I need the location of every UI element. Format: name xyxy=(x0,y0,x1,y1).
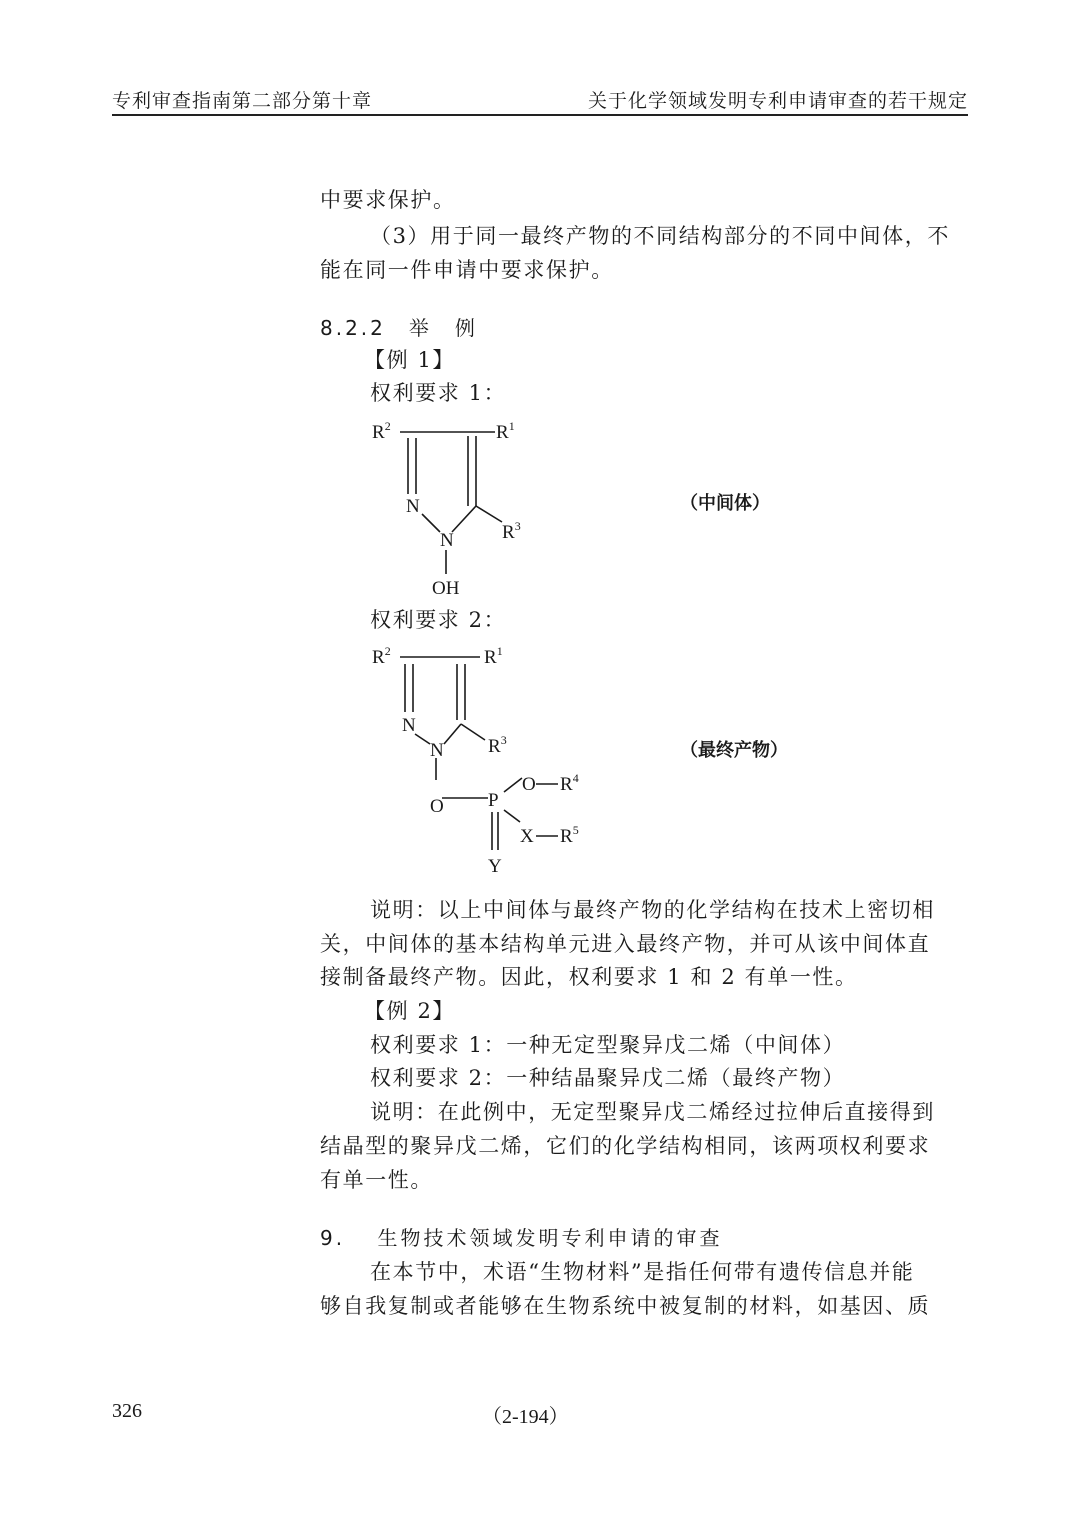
text-line: 接制备最终产物。因此，权利要求 1 和 2 有单一性。 xyxy=(320,965,858,989)
atom-p: P xyxy=(488,790,499,811)
atom-y: Y xyxy=(488,856,502,877)
atom-n: N xyxy=(440,530,454,551)
text-line: 够自我复制或者能够在生物系统中被复制的材料，如基因、质 xyxy=(320,1294,931,1318)
atom-x: X xyxy=(520,826,534,847)
final-product-label: （最终产物） xyxy=(680,740,788,761)
atom-r5: $R^5$ xyxy=(560,823,579,847)
header-rule xyxy=(112,114,968,116)
atom-r1: $R^1$ xyxy=(484,644,503,668)
atom-n: N xyxy=(430,740,444,761)
example-1-label: 【例 1】 xyxy=(364,348,456,372)
claim-1-label: 权利要求 1： xyxy=(370,381,507,405)
text-line: 说明：在此例中，无定型聚异戊二烯经过拉伸后直接得到 xyxy=(370,1100,935,1124)
text-line: 权利要求 2：一种结晶聚异戊二烯（最终产物） xyxy=(370,1066,846,1090)
example-2-label: 【例 2】 xyxy=(364,999,456,1023)
atom-r1: $R^1$ xyxy=(496,419,515,443)
text-line: 能在同一件申请中要求保护。 xyxy=(320,258,614,282)
section-heading-9: 9. 生物技术领域发明专利申请的审查 xyxy=(320,1226,723,1250)
atom-oh: OH xyxy=(432,578,460,599)
running-header-left: 专利审查指南第二部分第十章 xyxy=(112,90,373,112)
atom-r2: $R^2$ xyxy=(372,644,391,668)
intermediate-label: （中间体） xyxy=(680,493,770,514)
atom-r3: $R^3$ xyxy=(502,519,521,543)
text-line: 有单一性。 xyxy=(320,1168,433,1192)
atom-r3: $R^3$ xyxy=(488,733,507,757)
atom-o: O xyxy=(430,796,444,817)
text-line: （3）用于同一最终产物的不同结构部分的不同中间体，不 xyxy=(370,224,950,248)
structure-final-product xyxy=(360,640,610,880)
structure-intermediate xyxy=(360,414,560,604)
text-line: 结晶型的聚异戊二烯，它们的化学结构相同，该两项权利要求 xyxy=(320,1134,931,1158)
atom-n: N xyxy=(402,715,416,736)
atom-o: O xyxy=(522,774,536,795)
section-heading-8-2-2: 8.2.2 举 例 xyxy=(320,316,478,340)
atom-r4: $R^4$ xyxy=(560,771,579,795)
page-number: 326 xyxy=(112,1400,142,1422)
atom-n: N xyxy=(406,496,420,517)
text-line: 中要求保护。 xyxy=(320,188,456,212)
atom-r2: $R^2$ xyxy=(372,419,391,443)
text-line: 在本节中，术语“生物材料”是指任何带有遗传信息并能 xyxy=(370,1260,915,1284)
text-line: 说明：以上中间体与最终产物的化学结构在技术上密切相 xyxy=(370,898,935,922)
text-line: 关，中间体的基本结构单元进入最终产物，并可从该中间体直 xyxy=(320,932,931,956)
text-line: 权利要求 1：一种无定型聚异戊二烯（中间体） xyxy=(370,1033,846,1057)
section-page-number: （2-194） xyxy=(482,1406,569,1428)
running-header-right: 关于化学领域发明专利申请审查的若干规定 xyxy=(587,90,968,112)
claim-2-label: 权利要求 2： xyxy=(370,608,507,632)
